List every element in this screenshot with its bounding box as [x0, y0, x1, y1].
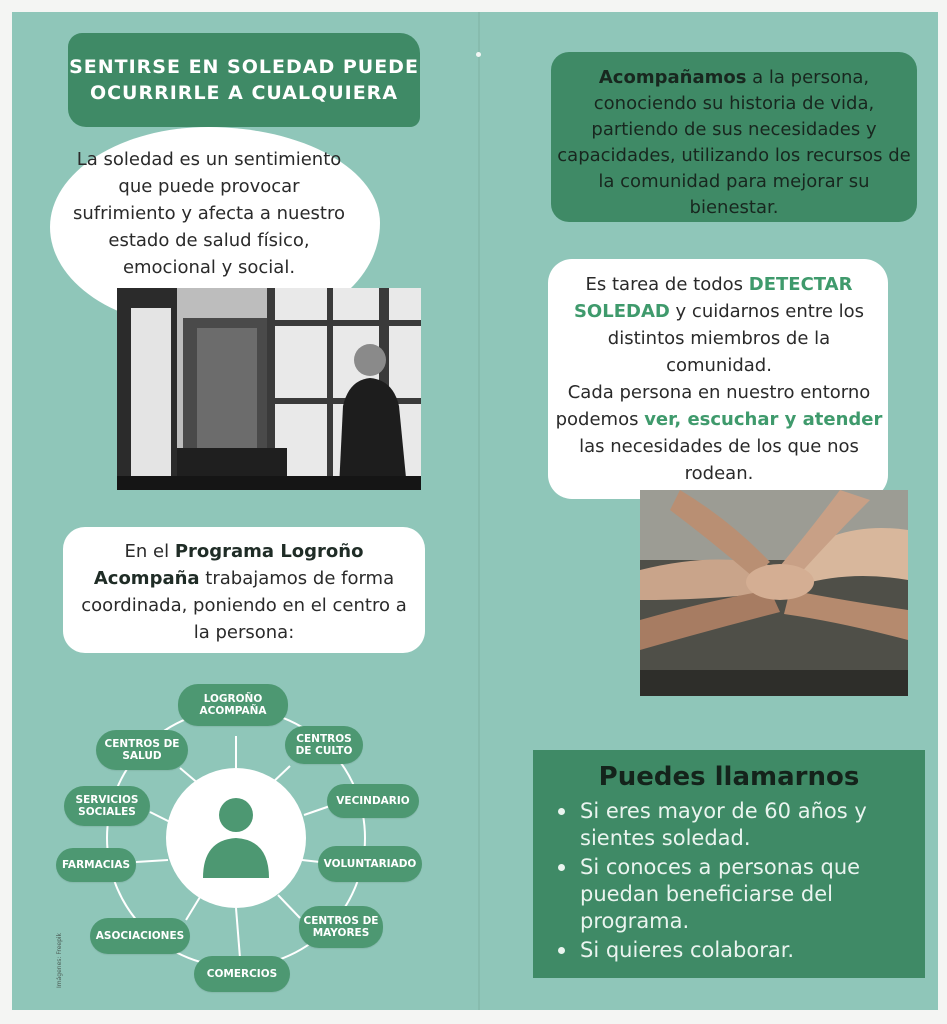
node-label: VECINDARIO — [336, 795, 410, 807]
detect-highlight: DETECTAR SOLEDAD — [573, 274, 853, 322]
detect-post: las necesidades de los que nos rodean. — [579, 436, 859, 484]
bullet-icon — [558, 947, 565, 954]
program-post: trabajamos de forma coordinada, poniendo en el centro a la persona: — [81, 568, 407, 643]
hands-photo-illustration — [640, 490, 908, 696]
node-servicios-sociales — [64, 786, 150, 826]
stacked-hands-photo — [640, 490, 908, 696]
node-label-line2: DE CULTO — [295, 745, 353, 757]
node-farmacias — [56, 848, 136, 882]
node-label-line2: MAYORES — [312, 927, 370, 939]
bullet-icon — [558, 808, 565, 815]
accompaniment-text — [555, 65, 913, 221]
title-line-2: OCURRIRLE A CUALQUIERA — [89, 82, 399, 104]
node-centros-de-mayores — [299, 906, 383, 948]
node-vecindario — [327, 784, 419, 818]
detect-paragraph-2 — [553, 379, 885, 487]
accompaniment-rest: a la persona, conociendo su historia de vida, partiendo de sus necesidades y capacidades, utilizando los recursos de la comunidad para mejorar su bienestar. — [557, 67, 911, 218]
list-item — [556, 798, 916, 852]
loneliness-description: La soledad es un sentimiento que puede provocar sufrimiento y afecta a nuestro estado de salud físico, emocional y social. — [73, 149, 345, 278]
node-label-line1: LOGROÑO — [203, 693, 263, 705]
detect-paragraph-1 — [553, 271, 885, 379]
section-title — [68, 33, 420, 127]
bullet-icon — [558, 864, 565, 871]
call-us-title: Puedes llamarnos — [598, 762, 860, 792]
list-item-text: Si eres mayor de 60 años y sientes soledad. — [580, 799, 867, 850]
list-item-text: Si quieres colaborar. — [580, 938, 795, 962]
detect-pre: Es tarea de todos — [585, 274, 749, 295]
accompaniment-bold: Acompañamos — [598, 67, 747, 88]
image-credit: Imágenes: Freepik — [56, 932, 63, 988]
fold-line — [478, 12, 480, 1010]
elderly-window-photo — [117, 288, 421, 490]
node-logrono-acompana — [178, 684, 288, 726]
program-name: Programa Logroño Acompaña — [93, 541, 364, 589]
window-photo-illustration — [117, 288, 421, 490]
list-item — [556, 937, 916, 964]
node-voluntariado — [318, 846, 422, 882]
node-label-line2: ACOMPAÑA — [199, 705, 267, 717]
node-label: COMERCIOS — [206, 968, 278, 980]
node-label-line1: CENTROS DE — [303, 915, 379, 927]
node-centros-de-salud — [96, 730, 188, 770]
list-item — [556, 854, 916, 935]
program-pre: En el — [124, 541, 175, 562]
detect-text — [553, 271, 885, 487]
node-label-line1: SERVICIOS — [75, 794, 139, 806]
node-label: FARMACIAS — [61, 859, 131, 871]
node-label-line2: SALUD — [122, 750, 162, 762]
node-label-line1: CENTROS — [296, 733, 352, 745]
detect-mid: y cuidarnos entre los distintos miembros de la comunidad. — [607, 301, 865, 376]
node-label: VOLUNTARIADO — [323, 858, 417, 870]
pinhole-mark — [476, 52, 481, 57]
call-us-list — [556, 798, 916, 966]
detect-highlight-2: ver, escuchar y atender — [644, 409, 883, 430]
node-comercios — [194, 956, 290, 992]
node-centros-de-culto — [285, 726, 363, 764]
list-item-text: Si conoces a personas que puedan beneficiarse del programa. — [580, 855, 861, 933]
program-description — [73, 538, 415, 646]
node-label: ASOCIACIONES — [95, 930, 185, 942]
node-label-line2: SOCIALES — [78, 806, 136, 818]
title-line-1: SENTIRSE EN SOLEDAD PUEDE — [69, 56, 419, 78]
detect-pre2: Cada persona en nuestro entorno podemos — [555, 382, 871, 430]
node-label-line1: CENTROS DE — [104, 738, 180, 750]
node-asociaciones — [90, 918, 190, 954]
